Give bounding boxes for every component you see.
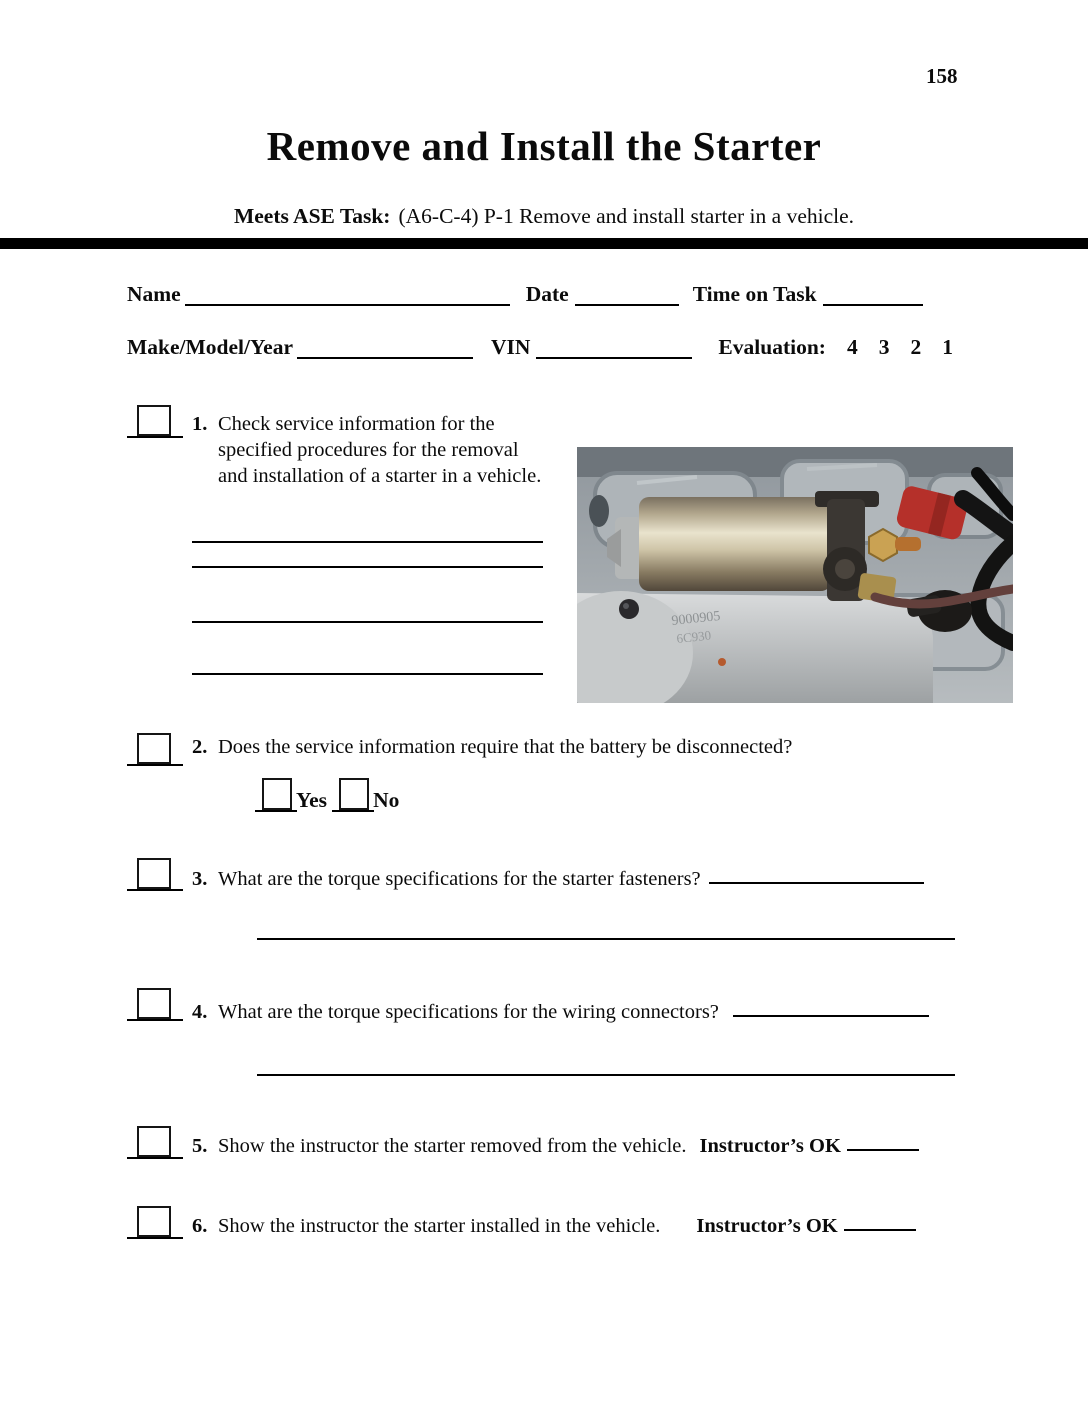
task-5-number: 5. <box>192 1135 208 1157</box>
evaluation-label: Evaluation: <box>718 335 826 359</box>
checkbox-square[interactable] <box>262 778 292 810</box>
yes-checkbox[interactable] <box>255 777 297 812</box>
task-2-number: 2. <box>192 736 208 758</box>
name-blank[interactable] <box>185 288 510 306</box>
write-line-4[interactable] <box>192 673 543 675</box>
vin-label: VIN <box>491 335 531 359</box>
task-5-checkbox[interactable] <box>127 1124 183 1159</box>
time-on-task-label: Time on Task <box>692 282 817 306</box>
task-3-continuation-line[interactable] <box>257 938 955 940</box>
task-3-checkbox[interactable] <box>127 856 183 891</box>
task-1-number: 1. <box>192 413 208 435</box>
task-4-answer-blank[interactable] <box>733 999 929 1017</box>
time-on-task-blank[interactable] <box>823 288 923 306</box>
task-6-checkbox[interactable] <box>127 1204 183 1239</box>
ase-task-text: (A6-C-4) P-1 Remove and install starter in a vehicle. <box>398 204 855 228</box>
checkbox-square[interactable] <box>137 733 171 764</box>
date-blank[interactable] <box>575 288 679 306</box>
checkbox-square[interactable] <box>137 988 171 1019</box>
task-4-text: What are the torque specifications for the wiring connectors? <box>218 1001 719 1023</box>
task-1-checkbox[interactable] <box>127 403 183 438</box>
task-5-instructor-ok-label: Instructor’s OK <box>699 1135 841 1157</box>
header-row-2 <box>127 335 953 360</box>
checkbox-square[interactable] <box>137 858 171 889</box>
page-title: Remove and Install the Starter <box>266 123 822 169</box>
vin-blank[interactable] <box>536 341 692 359</box>
task-3 <box>192 866 924 892</box>
task-6-number: 6. <box>192 1215 208 1237</box>
evaluation-score-1: 1 <box>942 335 953 359</box>
task-2-text: Does the service information require that the battery be disconnected? <box>218 736 793 758</box>
task-1-line-2: specified procedures for the removal <box>218 439 519 461</box>
no-label: No <box>373 787 400 812</box>
task-5-instructor-ok-blank[interactable] <box>847 1133 919 1151</box>
task-3-number: 3. <box>192 868 208 890</box>
evaluation-score-4: 4 <box>846 335 858 359</box>
divider-rule <box>0 238 1088 249</box>
header-row-1 <box>127 282 923 307</box>
yes-label: Yes <box>296 787 328 812</box>
task-4-checkbox[interactable] <box>127 986 183 1021</box>
photo-stamp-line-1: 9000905 <box>670 608 722 629</box>
checkbox-square[interactable] <box>137 1206 171 1237</box>
task-3-text: What are the torque specifications for the starter fasteners? <box>218 868 701 890</box>
task-4 <box>192 999 929 1025</box>
write-line-3[interactable] <box>192 621 543 623</box>
task-6 <box>192 1213 916 1239</box>
task-1-line-1: Check service information for the <box>218 413 495 435</box>
task-1-text <box>218 411 541 489</box>
task-1 <box>192 411 541 489</box>
task-6-text: Show the instructor the starter installed in the vehicle. <box>218 1215 661 1237</box>
task-6-instructor-ok-blank[interactable] <box>844 1213 916 1231</box>
task-3-answer-blank[interactable] <box>709 866 924 884</box>
checkbox-square[interactable] <box>137 1126 171 1157</box>
write-line-2[interactable] <box>192 566 543 568</box>
starter-photo <box>577 447 1013 703</box>
task-2 <box>192 734 792 760</box>
name-label: Name <box>127 282 181 306</box>
starter-photo-graphic <box>577 447 1013 703</box>
page-number: 158 <box>926 64 958 88</box>
photo-stamp-line-2: 6C930 <box>675 627 712 646</box>
no-checkbox[interactable] <box>332 777 374 812</box>
evaluation-score-2: 2 <box>910 335 922 359</box>
ase-task-label: Meets ASE Task: <box>233 204 391 228</box>
make-model-year-blank[interactable] <box>297 341 473 359</box>
task-6-instructor-ok-label: Instructor’s OK <box>696 1215 838 1237</box>
yes-no-row <box>255 777 399 812</box>
make-model-year-label: Make/Model/Year <box>127 335 293 359</box>
task-2-checkbox[interactable] <box>127 731 183 766</box>
date-label: Date <box>525 282 569 306</box>
task-4-number: 4. <box>192 1001 208 1023</box>
task-4-continuation-line[interactable] <box>257 1074 955 1076</box>
checkbox-square[interactable] <box>137 405 171 436</box>
write-line-1[interactable] <box>192 541 543 543</box>
task-1-line-3: and installation of a starter in a vehicle. <box>218 465 542 487</box>
task-5 <box>192 1133 919 1159</box>
task-5-text: Show the instructor the starter removed from the vehicle. <box>218 1135 687 1157</box>
ase-task-line <box>0 204 1088 229</box>
evaluation-score-3: 3 <box>878 335 890 359</box>
checkbox-square[interactable] <box>339 778 369 810</box>
